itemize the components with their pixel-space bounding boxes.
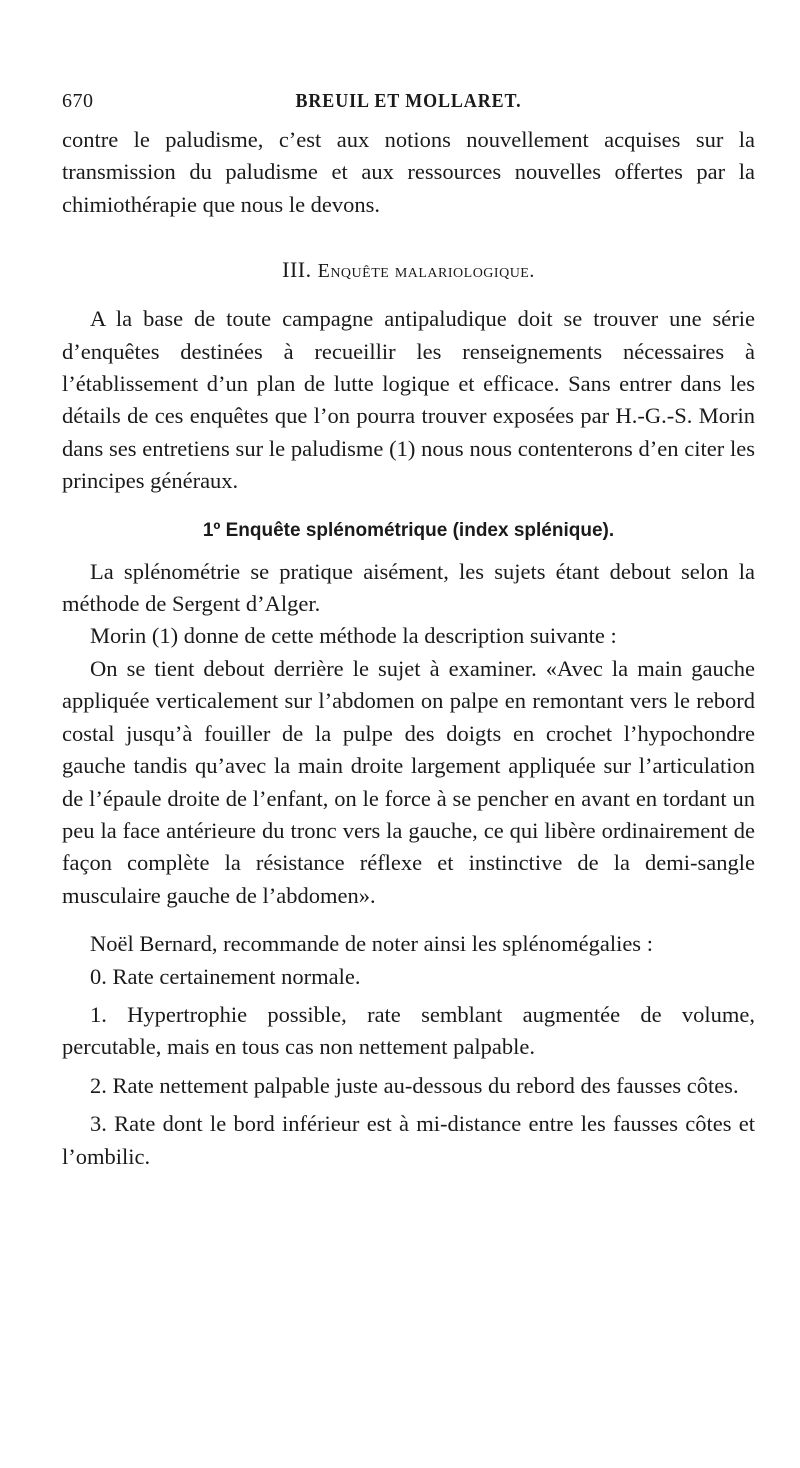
paragraph-quote: On se tient debout derrière le sujet à examiner. «Avec la main gauche appliquée verticalement sur l’abdomen on palpe en remontant vers le rebord costal jusqu’à fouiller de la pulpe des doigts en crochet l’hypochondre gauche tandis qu’avec la main droite largement appliquée sur l’articulation de l’épaule droite de l’enfant, on le force à se pencher en avant en tordant un peu la face antérieure du tronc vers la gauche, ce qui libère ordinairement de façon complète la résistance réflexe et instinctive de la demi-sangle musculaire gauche de l’abdomen». xyxy=(62,655,755,908)
section-title: Enquête malariologique. xyxy=(317,260,535,283)
list-item: 2. Rate nettement palpable juste au-dessous du rebord des fausses côtes. xyxy=(90,1072,739,1098)
list-item: 1. Hypertrophie possible, rate semblant augmentée de volume, percutable, mais en tous cas non nettement palpable. xyxy=(62,1001,755,1060)
list-item: 0. Rate certainement normale. xyxy=(90,963,361,989)
paragraph-intro: A la base de toute campagne antipaludique doit se trouver une série d’enquêtes destinées à recueillir les renseignements nécessaires à l’établissement d’un plan de lutte logique et efficace. Sans entrer dans les détails de ces enquêtes que l’on pourra trouver exposées par H.-G.-S. Morin dans ses entretiens sur le paludisme (1) nous nous contenterons d’en citer les principes généraux. xyxy=(62,306,755,494)
paragraph-morin: Morin (1) donne de cette méthode la description suivante : xyxy=(90,623,617,649)
paragraph-splenometrie: La splénométrie se pratique aisément, les sujets étant debout selon la méthode de Sergent d’Alger. xyxy=(62,558,755,617)
paragraph-continuation: contre le paludisme, c’est aux notions nouvellement acquises sur la transmission du paludisme et aux ressources nouvelles offertes par la chimiothérapie que nous le devons. xyxy=(62,127,755,217)
section-heading xyxy=(62,257,755,283)
paragraph-bernard: Noël Bernard, recommande de noter ainsi les splénomégalies : xyxy=(90,931,653,957)
running-title: BREUIL ET MOLLARET. xyxy=(295,90,522,112)
document-page xyxy=(62,84,755,1173)
list-item: 3. Rate dont le bord inférieur est à mi-distance entre les fausses côtes et l’ombilic. xyxy=(62,1111,755,1169)
page-number: 670 xyxy=(62,90,94,112)
sub-heading: 1º Enquête splénométrique (index splénique). xyxy=(202,519,615,541)
section-numeral: III. xyxy=(282,257,312,283)
running-head xyxy=(62,84,755,124)
